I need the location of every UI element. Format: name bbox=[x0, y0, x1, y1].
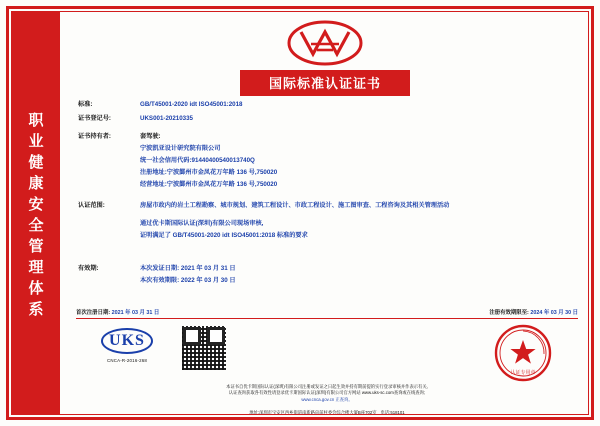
field-value: UKS001-20210335 bbox=[140, 115, 193, 122]
footer-line-1: 本证书自优卡斯国际认证(深圳)有限公司注册或发证之日起生效并持有期前提的实行登录审核并作表示有关, bbox=[226, 384, 428, 389]
red-official-seal bbox=[494, 324, 552, 382]
footer-line-2: 认证查询获取各有效性请登录优卡斯国际认证(深圳)有限公司官方网站 www.uks-sc.com查询或在线查询; bbox=[228, 390, 426, 396]
cnca-code: CNCA-R-2016-268 bbox=[106, 358, 148, 363]
band-char: 管 bbox=[28, 238, 44, 255]
first-registration-label: 首次注册日期: bbox=[76, 310, 111, 316]
registration-expiry-value: 2024 年 03 月 30 日 bbox=[530, 310, 578, 316]
field-label: 证书持有者: bbox=[78, 133, 111, 140]
band-char: 体 bbox=[28, 280, 44, 297]
validity-label: 有效期: bbox=[78, 265, 99, 272]
uks-mark-text: UKS bbox=[101, 328, 153, 354]
vertical-title-band bbox=[12, 12, 60, 414]
field-label: 证书登记号: bbox=[78, 115, 111, 122]
holder-operating-address: 经营地址:宁波鄞州市金凤花万年路 136 号,750020 bbox=[140, 181, 278, 188]
band-char: 健 bbox=[28, 154, 44, 171]
field-conformity-statement bbox=[78, 219, 578, 243]
uks-accreditation-mark bbox=[90, 328, 164, 363]
band-char: 职 bbox=[28, 112, 44, 129]
field-standard bbox=[78, 100, 578, 109]
holder-credit-code: 统一社会信用代码:91440400540013740Q bbox=[140, 157, 255, 164]
field-value-group bbox=[140, 219, 578, 243]
footer-legal-text bbox=[76, 384, 578, 403]
address-text: 地址:深圳市宝安区西乡街道南新路向前村委会综合楼大厦B座702室 bbox=[249, 410, 377, 414]
document-title: 国际标准认证证书 bbox=[240, 70, 410, 96]
band-char: 理 bbox=[28, 259, 44, 276]
band-char: 业 bbox=[28, 133, 44, 150]
divider-rule bbox=[76, 318, 578, 319]
validity-values bbox=[140, 264, 578, 288]
field-value: 房屋市政内的岩土工程勘察、城市规划、建筑工程设计、市政工程设计、施工图审查、工程咨询及其相关管理活动 bbox=[140, 202, 450, 209]
field-label: 认证范围: bbox=[78, 202, 105, 209]
registration-line bbox=[76, 308, 578, 316]
expiry-date: 本次有效期限: 2022 年 03 月 30 日 bbox=[140, 277, 236, 284]
holder-name: 宁波凯亚设计研究院有限公司 bbox=[140, 145, 221, 152]
field-certificate-holder bbox=[78, 132, 578, 192]
field-certification-scope bbox=[78, 201, 578, 210]
field-certificate-number bbox=[78, 114, 578, 123]
statement-line-1: 通过优卡斯国际认证(深圳)有限公司现场审核, bbox=[140, 220, 264, 227]
footer-address bbox=[76, 410, 578, 414]
qr-code[interactable] bbox=[182, 326, 226, 370]
logo-container bbox=[62, 20, 588, 66]
registration-expiry bbox=[489, 308, 578, 316]
issue-date: 本次发证日期: 2021 年 03 月 31 日 bbox=[140, 265, 236, 272]
statement-line-2: 证明满足了 GB/T45001-2020 idt ISO45001:2018 标准的要求 bbox=[140, 232, 308, 239]
first-registration bbox=[76, 308, 159, 316]
band-char: 康 bbox=[28, 175, 44, 192]
footer-line-3: www.cnca.gov.cn 正查询。 bbox=[301, 396, 353, 402]
svg-text:认证专用章: 认证专用章 bbox=[510, 370, 536, 376]
validity-block bbox=[78, 264, 578, 293]
band-char: 系 bbox=[28, 301, 44, 318]
band-char: 全 bbox=[28, 217, 44, 234]
field-value-group bbox=[140, 132, 578, 192]
field-label bbox=[78, 219, 140, 243]
field-label: 标准: bbox=[78, 101, 93, 108]
field-value: GB/T45001-2020 idt ISO45001:2018 bbox=[140, 101, 243, 108]
holder-prefix: 套驾驶: bbox=[140, 133, 161, 140]
marks-row bbox=[76, 324, 578, 382]
certificate-body bbox=[62, 12, 588, 414]
first-registration-value: 2021 年 03 月 31 日 bbox=[111, 310, 160, 316]
uks-monogram-icon bbox=[287, 20, 363, 66]
address-phone: 电话:518101 bbox=[380, 410, 405, 414]
holder-registered-address: 注册地址:宁波鄞州市金凤花万年路 136 号,750020 bbox=[140, 169, 278, 176]
registration-expiry-label: 注册有效期限至: bbox=[489, 310, 529, 316]
band-char: 安 bbox=[28, 196, 44, 213]
field-list bbox=[78, 100, 578, 248]
